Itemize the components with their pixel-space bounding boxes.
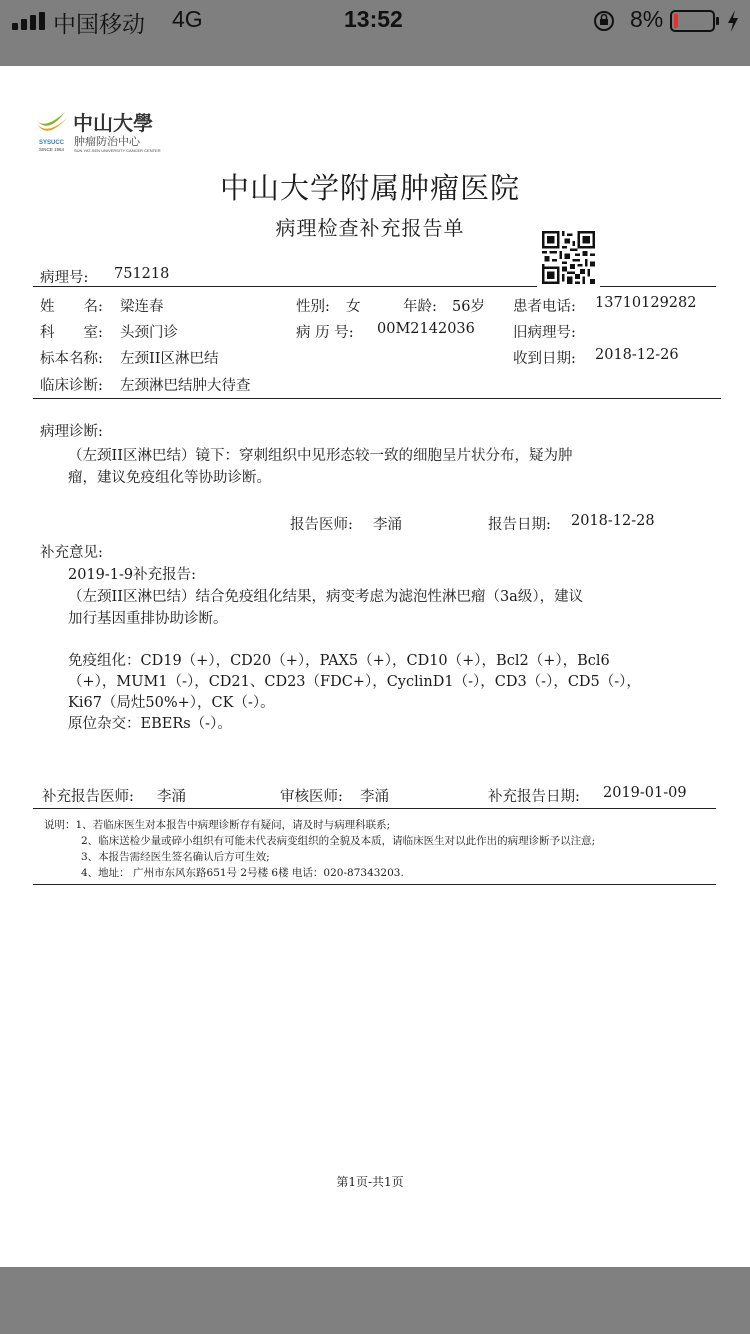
supplement-line: （左颈II区淋巴结）结合免疫组化结果，病变考虑为滤泡性淋巴瘤（3a级），建议 bbox=[68, 589, 584, 605]
received-label: 收到日期: bbox=[513, 351, 576, 367]
pathology-no-label: 病理号: bbox=[40, 270, 89, 286]
supplement-date-label: 补充报告日期: bbox=[488, 789, 580, 805]
reviewer: 李涌 bbox=[360, 789, 389, 805]
divider bbox=[33, 286, 537, 287]
note-line: 3、本报告需经医生签名确认后方可生效; bbox=[81, 851, 270, 863]
bottom-bar bbox=[0, 1267, 750, 1334]
dept-value: 头颈门诊 bbox=[120, 325, 178, 341]
sysucc-logo-icon bbox=[33, 110, 69, 138]
divider bbox=[33, 808, 716, 809]
supplement-doctor-label: 补充报告医师: bbox=[42, 789, 134, 805]
ihc-line: 免疫组化：CD19（+），CD20（+），PAX5（+），CD10（+），Bcl2（+），Bcl6 bbox=[68, 653, 610, 669]
supplement-doctor: 李涌 bbox=[157, 789, 186, 805]
clock: 13:52 bbox=[344, 6, 403, 32]
gender-value: 女 bbox=[346, 299, 361, 315]
reviewer-label: 审核医师: bbox=[280, 789, 343, 805]
battery-icon bbox=[670, 9, 720, 33]
ihc-line: （+），MUM1（-），CD21、CD23（FDC+），CyclinD1（-），CD3（-），CD5（-）， bbox=[68, 674, 641, 690]
divider bbox=[33, 398, 721, 399]
divider bbox=[600, 286, 716, 287]
report-doctor-label: 报告医师: bbox=[290, 517, 353, 533]
diagnosis-line: 瘤，建议免疫组化等协助诊断。 bbox=[68, 470, 271, 486]
logo-subtitle: 肿瘤防治中心 bbox=[74, 135, 140, 148]
page-indicator: 第1页-共1页 bbox=[336, 1175, 404, 1189]
report-document bbox=[0, 66, 750, 1267]
status-bar bbox=[0, 0, 750, 66]
name-label: 姓 名: bbox=[40, 299, 103, 315]
record-label: 病 历 号: bbox=[296, 325, 354, 341]
report-title: 病理检查补充报告单 bbox=[275, 216, 465, 240]
battery-percent: 8% bbox=[630, 6, 664, 32]
signal-strength-icon bbox=[12, 12, 48, 30]
pathology-no: 751218 bbox=[114, 266, 170, 282]
received-value: 2018-12-26 bbox=[595, 347, 679, 363]
note-line: 说明：1、若临床医生对本报告中病理诊断存有疑问，请及时与病理科联系; bbox=[44, 819, 391, 831]
age-value: 56岁 bbox=[452, 299, 485, 315]
logo-name: 中山大學 bbox=[73, 111, 153, 135]
gender-label: 性别: bbox=[296, 299, 330, 315]
report-date: 2018-12-28 bbox=[571, 513, 655, 529]
patient-name: 梁连春 bbox=[120, 299, 164, 315]
supplement-label: 补充意见: bbox=[40, 545, 103, 561]
clinical-value: 左颈淋巴结肿大待查 bbox=[120, 378, 251, 394]
clinical-label: 临床诊断: bbox=[40, 378, 103, 394]
specimen-label: 标本名称: bbox=[40, 351, 103, 367]
qr-code-icon bbox=[542, 231, 595, 284]
hospital-name: 中山大学附属肿瘤医院 bbox=[219, 171, 520, 205]
charging-bolt-icon bbox=[726, 9, 740, 33]
old-pathology-label: 旧病理号: bbox=[513, 325, 576, 341]
report-doctor: 李涌 bbox=[373, 517, 402, 533]
ihc-line: Ki67（局灶50%+），CK（-）。 bbox=[68, 695, 275, 711]
supplement-date: 2019-01-09 bbox=[603, 785, 687, 801]
logo-english: SUN YAT-SEN UNIVERSITY CANCER CENTER bbox=[74, 148, 161, 153]
specimen-value: 左颈II区淋巴结 bbox=[120, 351, 219, 367]
age-label: 年龄: bbox=[403, 299, 437, 315]
supplement-heading: 2019-1-9补充报告: bbox=[68, 567, 197, 583]
record-value: 00M2142036 bbox=[377, 321, 475, 337]
note-line: 2、临床送检少量或碎小组织有可能未代表病变组织的全貌及本质，请临床医生对以此作出的病理诊断予以注意; bbox=[81, 835, 596, 847]
divider bbox=[33, 884, 716, 885]
orientation-lock-icon bbox=[592, 9, 616, 33]
diagnosis-label: 病理诊断: bbox=[40, 424, 103, 440]
logo-abbr: SYSUCC bbox=[39, 140, 65, 146]
ish-line: 原位杂交：EBERs（-）。 bbox=[68, 716, 232, 732]
note-line: 4、地址： 广州市东风东路651号 2号楼 6楼 电话：020-87343203. bbox=[81, 867, 404, 879]
carrier-name: 中国移动 bbox=[53, 11, 145, 37]
dept-label: 科 室: bbox=[40, 325, 103, 341]
phone-label: 患者电话: bbox=[513, 299, 576, 315]
phone-value: 13710129282 bbox=[595, 295, 697, 311]
report-date-label: 报告日期: bbox=[488, 517, 551, 533]
logo-since: SINCE 1964 bbox=[39, 147, 65, 152]
diagnosis-line: （左颈II区淋巴结）镜下：穿刺组织中见形态较一致的细胞呈片状分布，疑为肿 bbox=[68, 448, 573, 464]
supplement-line: 加行基因重排协助诊断。 bbox=[68, 611, 228, 627]
network-type: 4G bbox=[172, 6, 203, 32]
